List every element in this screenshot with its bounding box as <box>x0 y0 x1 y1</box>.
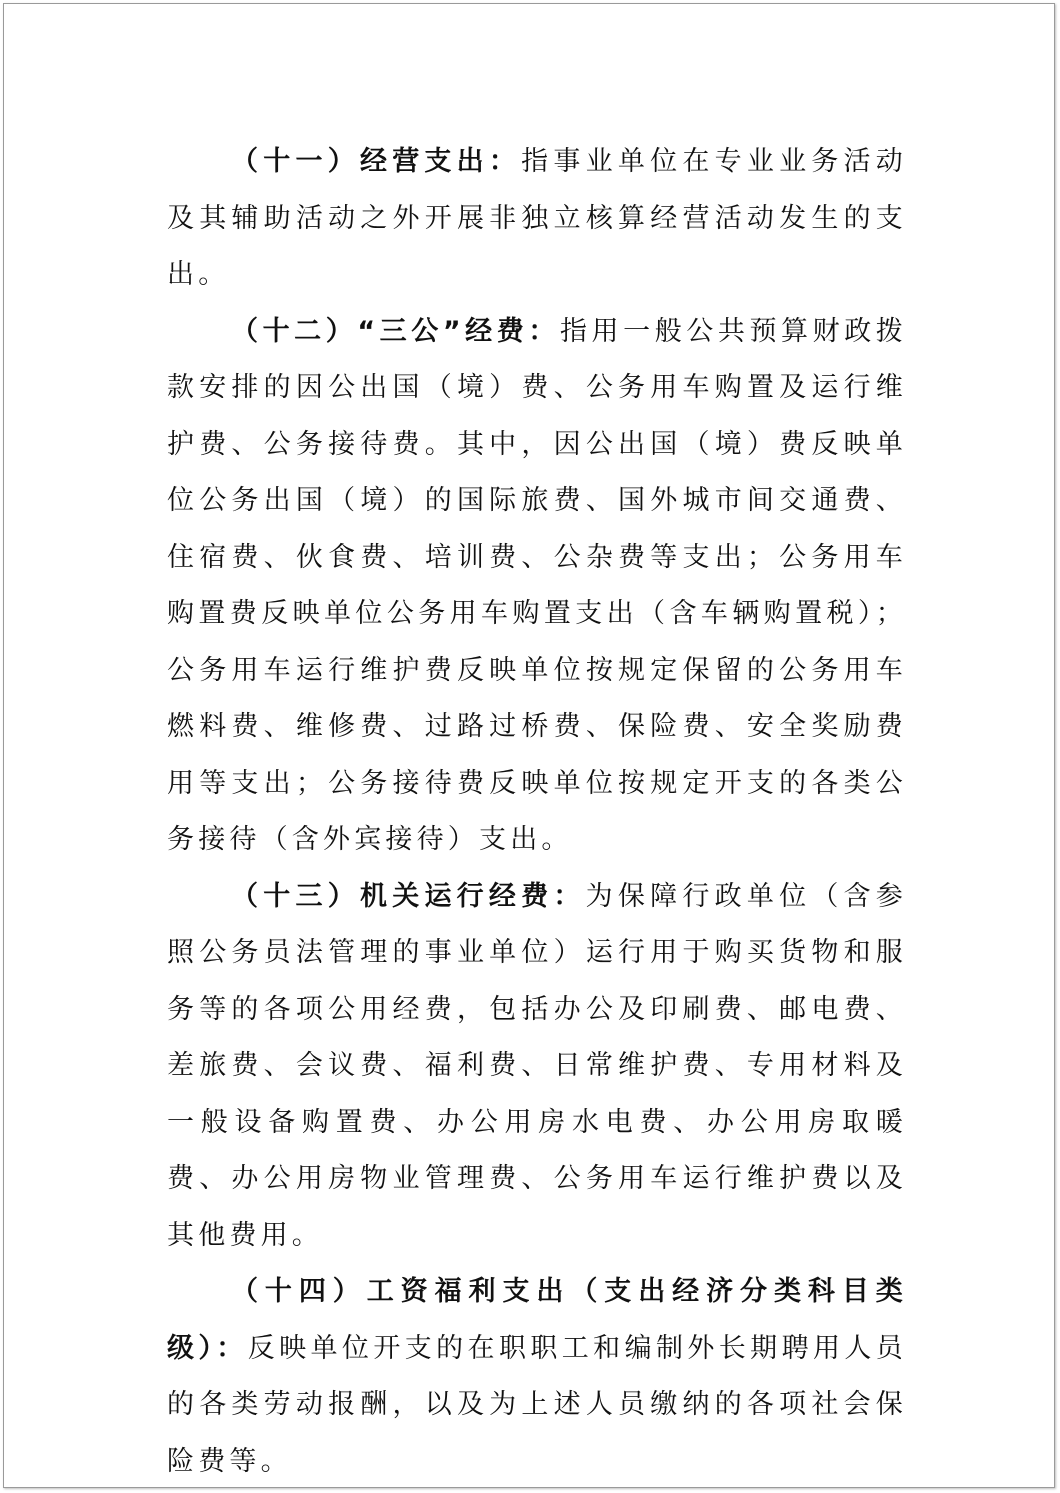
paragraph-14-body: 反映单位开支的在职职工和编制外长期聘用人员的各类劳动报酬，以及为上述人员缴纳的各项社会保险费等。 <box>167 1332 907 1477</box>
paragraph-11-heading: （十一）经营支出： <box>231 146 522 177</box>
paragraph-12-heading: （十二）“三公”经费： <box>231 315 560 347</box>
paragraph-14 <box>167 1264 907 1490</box>
paragraph-14-heading: （十四）工资福利支出（支出经济分类科目类级）： <box>167 1276 907 1364</box>
paragraph-13-body: 为保障行政单位（含参照公务员法管理的事业单位）运行用于购买货物和服务等的各项公用经费，包括办公及印刷费、邮电费、差旅费、会议费、福利费、日常维护费、专用材料及一般设备购置费、办公用房水电费、办公用房取暖费、办公用房物业管理费、公务用车运行维护费以及其他费用。 <box>167 880 907 1251</box>
paragraph-12 <box>167 304 907 869</box>
document-body <box>167 134 907 1490</box>
paragraph-11 <box>167 134 907 304</box>
paragraph-13 <box>167 869 907 1265</box>
document-page <box>3 3 1055 1488</box>
paragraph-12-body: 指用一般公共预算财政拨款安排的因公出国（境）费、公务用车购置及运行维护费、公务接待费。其中，因公出国（境）费反映单位公务出国（境）的国际旅费、国外城市间交通费、住宿费、伙食费、培训费、公杂费等支出；公务用车购置费反映单位公务用车购置支出（含车辆购置税）；公务用车运行维护费反映单位按规定保留的公务用车燃料费、维修费、过路过桥费、保险费、安全奖励费用等支出；公务接待费反映单位按规定开支的各类公务接待（含外宾接待）支出。 <box>167 315 907 855</box>
paragraph-13-heading: （十三）机关运行经费： <box>231 880 586 912</box>
paragraph-11-body: 指事业单位在专业业务活动及其辅助活动之外开展非独立核算经营活动发生的支出。 <box>167 146 907 290</box>
